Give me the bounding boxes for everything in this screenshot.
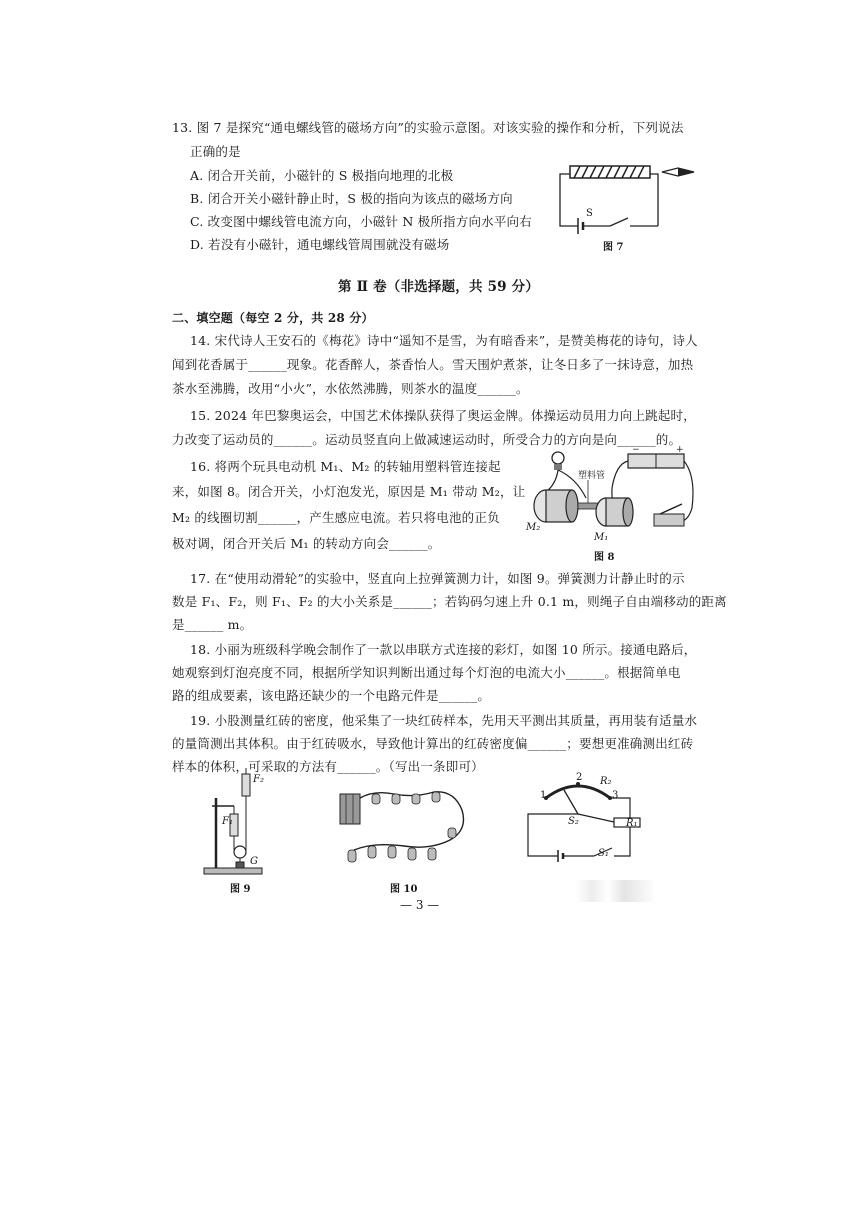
q16-line2: 来，如图 8。闭合开关，小灯泡发光，原因是 M₁ 带动 M₂，让 [172, 484, 526, 499]
figure-9-pulley-setup [200, 768, 280, 878]
figure-9-caption: 图 9 [230, 884, 251, 895]
figure-circuit-s1-label: S₁ [598, 848, 609, 859]
q19-line2: 的量筒测出其体积。由于红砖吸水，导致他计算出的红砖密度偏______；要想更准确测出红砖 [172, 736, 694, 751]
figure-circuit-terminal-3: 3 [612, 790, 619, 801]
q16-line4: 极对调，闭合开关后 M₁ 的转动方向会______。 [172, 536, 441, 551]
q18-line3: 路的组成要素，该电路还缺少的一个电路元件是______。 [172, 688, 491, 703]
q14-line1: 14. 宋代诗人王安石的《梅花》诗中“遥知不是雪，为有暗香来”，是赞美梅花的诗句，诗人 [190, 333, 698, 348]
figure-9-f1-label: F₁ [222, 816, 233, 827]
figure-circuit-terminal-2: 2 [576, 772, 583, 783]
q13-option-a: A. 闭合开关前，小磁针的 S 极指向地理的北极 [190, 168, 454, 183]
q15-line1: 15. 2024 年巴黎奥运会，中国艺术体操队获得了奥运金牌。体操运动员用力向上跳起时， [190, 408, 696, 423]
figure-circuit-s2-label: S₂ [568, 816, 579, 827]
q14-line3: 茶水至沸腾，改用“小火”，水依然沸腾，则茶水的温度______。 [172, 381, 529, 396]
q13-option-c: C. 改变图中螺线管电流方向，小磁针 N 极所指方向水平向右 [190, 214, 532, 229]
figure-8-m2-label: M₂ [526, 522, 541, 533]
q14-line2: 闻到花香属于______现象。花香醉人，茶香怡人。雪天围炉煮茶，让冬日多了一抹诗意，加热 [172, 357, 694, 372]
q19-line1: 19. 小股测量红砖的密度，他采集了一块红砖样本，先用天平测出其质量，再用装有适量水 [190, 713, 698, 728]
figure-9-f2-label: F₂ [253, 774, 264, 785]
figure-circuit-r1-r2 [518, 772, 668, 867]
svg-text:+: + [676, 445, 684, 455]
fill-in-header: 二、填空题（每空 2 分，共 28 分） [172, 311, 374, 325]
q13-stem-line1: 13. 图 7 是探究“通电螺线管的磁场方向”的实验示意图。对该实验的操作和分析，下列说法 [172, 120, 684, 135]
figure-circuit-terminal-1: 1 [540, 790, 547, 801]
q13-stem-line2: 正确的是 [190, 144, 241, 159]
svg-text:−: − [632, 445, 640, 455]
figure-8-motors-circuit [516, 445, 706, 548]
q13-option-d: D. 若没有小磁针，通电螺线管周围就没有磁场 [190, 237, 450, 252]
figure-8-caption: 图 8 [594, 552, 615, 563]
figure-9-g-label: G [250, 856, 258, 867]
scan-artifact [576, 880, 656, 902]
q17-line2: 数是 F₁、F₂，则 F₁、F₂ 的大小关系是______；若钩码匀速上升 0.1 m，则绳子自由端移动的距离 [172, 594, 727, 609]
figure-8-tube-label: 塑料管 [578, 471, 606, 481]
figure-10-caption: 图 10 [390, 884, 418, 895]
q17-line3: 是______ m。 [172, 617, 253, 632]
section-2-title: 第 Ⅱ 卷（非选择题，共 59 分） [338, 279, 540, 295]
q18-line1: 18. 小丽为班级科学晚会制作了一款以串联方式连接的彩灯，如图 10 所示。接通电路后， [190, 642, 697, 657]
figure-7-solenoid-circuit [540, 160, 700, 250]
figure-circuit-r2-label: R₂ [600, 776, 612, 787]
q16-line1: 16. 将两个玩具电动机 M₁、M₂ 的转轴用塑料管连接起 [190, 459, 501, 474]
figure-7-caption: 图 7 [603, 242, 624, 253]
q19-line3: 样本的体积，可采取的方法有______。（写出一条即可） [172, 759, 484, 774]
figure-8-m1-label: M₁ [594, 532, 609, 543]
figure-10-string-lights [334, 780, 474, 870]
q16-line3: M₂ 的线圈切割______，产生感应电流。若只将电池的正负 [172, 510, 500, 525]
q18-line2: 她观察到灯泡亮度不同，根据所学知识判断出通过每个灯泡的电流大小______。根据简单电 [172, 665, 681, 680]
q17-line1: 17. 在“使用动滑轮”的实验中，竖直向上拉弹簧测力计，如图 9。弹簧测力计静止时的示 [190, 571, 685, 586]
figure-circuit-r1-label: R₁ [626, 818, 638, 829]
page-number: — 3 — [400, 898, 440, 912]
figure-7-switch-label: S [586, 208, 593, 219]
q13-option-b: B. 闭合开关小磁针静止时，S 极的指向为该点的磁场方向 [190, 191, 513, 206]
q15-line2: 力改变了运动员的______。运动员竖直向上做减速运动时，所受合力的方向是向______的。 [172, 432, 682, 447]
